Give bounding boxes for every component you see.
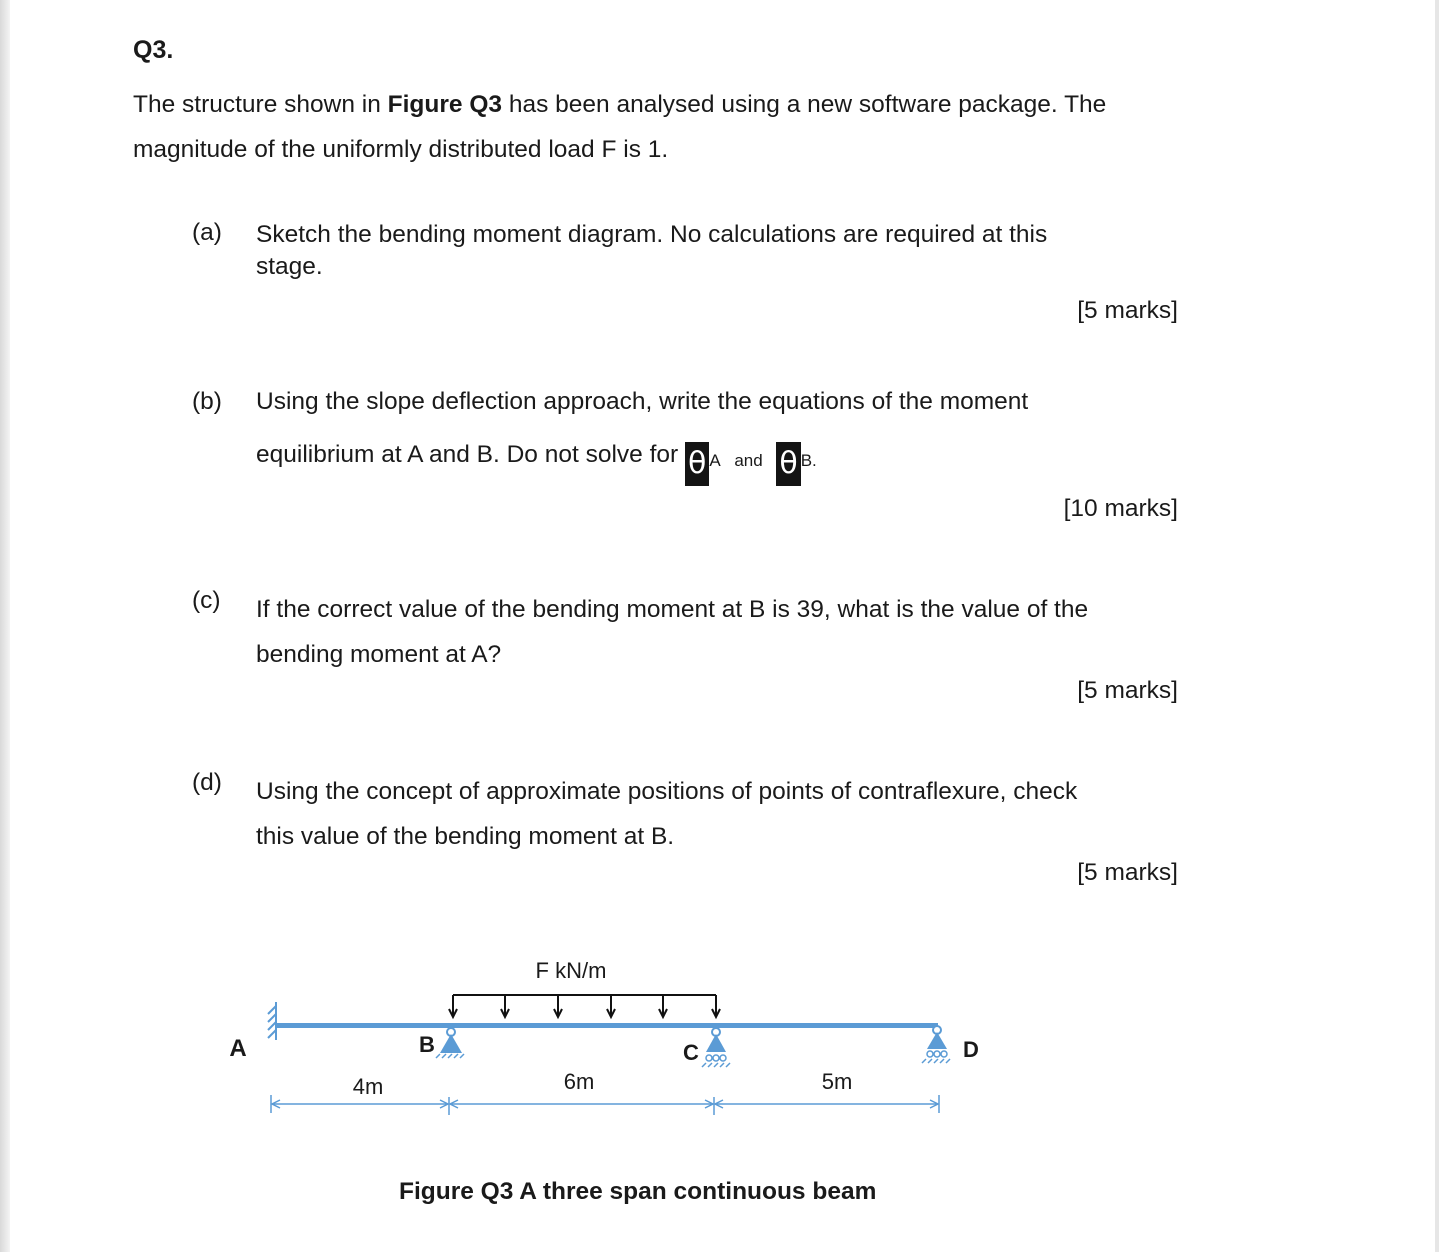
support-label-d: D [963, 1037, 979, 1062]
part-d-marks: [5 marks] [1077, 859, 1178, 886]
intro-line-1: The structure shown in Figure Q3 has been analysed using a new software package. The [133, 91, 1107, 118]
beam [276, 1023, 938, 1028]
theta-b-subscript: B. [800, 451, 817, 470]
span-label-ab: 4m [352, 1074, 384, 1099]
part-d-text: Using the concept of approximate positions of points of contraflexure, check this value of the bending moment at B. [256, 778, 1078, 850]
question-number: Q3. [133, 36, 174, 64]
intro-line-2: magnitude of the uniformly distributed load F is 1. [133, 136, 669, 163]
theta-a-symbol: θ [685, 442, 709, 486]
part-b-line-2: equilibrium at A and B. Do not solve for θ A and θ B. [256, 431, 817, 486]
part-c-marks: [5 marks] [1077, 677, 1178, 704]
beam-figure [0, 940, 1439, 1140]
roller-support-d [922, 1026, 950, 1063]
part-b-label: (b) [192, 388, 222, 415]
part-a-text: Sketch the bending moment diagram. No calculations are required at this stage. [256, 221, 1048, 280]
part-a-label: (a) [192, 219, 222, 246]
pin-support-b [436, 1028, 464, 1058]
part-d-label: (d) [192, 769, 222, 796]
fixed-support-a [268, 1002, 276, 1040]
part-b-marks: [10 marks] [1063, 495, 1178, 522]
roller-support-c [702, 1028, 730, 1067]
load-label: F kN/m [535, 958, 607, 983]
support-label-c: C [683, 1040, 699, 1065]
figure-caption: Figure Q3 A three span continuous beam [399, 1178, 877, 1205]
part-a-marks: [5 marks] [1077, 297, 1178, 324]
question-intro [133, 82, 1106, 172]
span-label-bc: 6m [563, 1069, 595, 1094]
support-label-b: B [419, 1032, 435, 1057]
and-text: and [734, 451, 763, 470]
span-label-cd: 5m [821, 1069, 853, 1094]
theta-a-subscript: A [709, 451, 721, 470]
part-c-label: (c) [192, 587, 221, 614]
figure-reference: Figure Q3 [387, 91, 503, 118]
part-b-line-1: Using the slope deflection approach, write the equations of the moment [256, 388, 1029, 415]
theta-b-symbol: θ [776, 442, 800, 486]
support-label-a: A [229, 1035, 247, 1062]
distributed-load [449, 995, 720, 1017]
part-c-text: If the correct value of the bending moment at B is 39, what is the value of the bending moment at A? [256, 596, 1089, 668]
